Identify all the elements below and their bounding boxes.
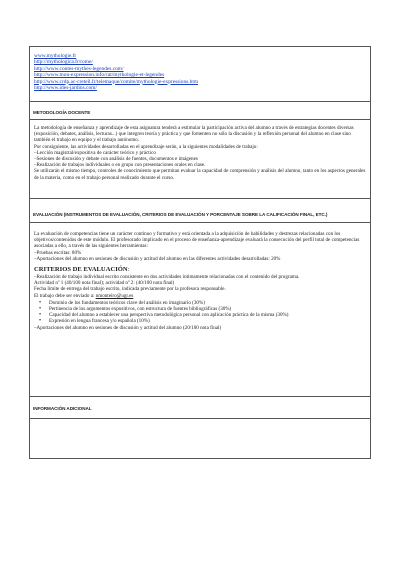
evaluacion-body (29, 223, 371, 397)
criterio-4-text: El trabajo debe ser enviado a: (34, 292, 95, 299)
evaluacion-item: –Aportaciones del alumno en sesiones de discusión y actitud del alumno en las diferentes actividades desarrolladas: 20% (34, 255, 281, 262)
criterios-bullet-list (34, 300, 366, 325)
criterios-title: CRITERIOS DE EVALUACIÓN (34, 266, 128, 274)
criterio-2: Actividad nº 1 (40/100 nota final); actividad nº 2: (40/100 nota final) (34, 280, 175, 287)
link-mythologie[interactable]: www.mythologie.fr (34, 53, 77, 59)
metodologia-paragraph-1: La metodología de enseñanza y aprendizaje de esta asignatura tenderá a estimular la participación activa del alumno a través de estrategias docentes diversas (exposición, debates, análisis, lecturas...) que integren teoría y práctica y que fomenten no sólo la discusión y la reflexión personal del alumno en clase sino también el trabajo en equipo y el trabajo autónomo. (34, 125, 354, 144)
adicional-heading-row (29, 397, 371, 419)
link-contes-mythes[interactable]: http://www.contes-mythes-legendes.com/ (34, 65, 124, 72)
metodologia-item: –Sesiones de discusión y debate con análisis de fuentes, documentos e imágenes (34, 156, 198, 163)
criterios-colon: : (127, 266, 130, 274)
links-section (29, 46, 371, 102)
link-ides-jardins[interactable]: http://www.ides-jardins.com/ (34, 85, 97, 92)
evaluacion-last-item: –Aportaciones del alumno en sesiones de discusión y actitud del alumno (20/100 nota final) (34, 324, 222, 331)
metodologia-heading: METODOLOGÍA DOCENTE (33, 110, 91, 115)
link-mythologica[interactable]: http://mythologica.fr/rome/ (34, 59, 93, 66)
criterio-bullet: • Capacidad del alumno a establecer una perspectiva metodológica personal con aplicación práctica de la misma (30%) (49, 312, 366, 318)
link-crdp-creteil[interactable]: http://www.crdp.ac-creteil.fr/telemaque/comite/mythologie-expressions.htm (34, 78, 199, 85)
metodologia-item: –Realización de trabajos individuales o en grupo con presentaciones orales en clase. (34, 162, 206, 169)
criterio-bullet: • Expresión en lengua francesa y/o española (10%) (49, 318, 366, 324)
criterios-title-row (34, 266, 366, 274)
metodologia-item: –Lección magistral/expositiva de carácter teórico y práctico (34, 149, 156, 156)
evaluacion-heading: EVALUACIÓN (INSTRUMENTOS DE EVALUACIÓN, CRITERIOS DE EVALUACIÓN Y PORCENTAJE SOBRE LA CALIFICACIÓN FINAL, ETC.) (33, 212, 328, 217)
metodologia-heading-row (29, 102, 371, 120)
evaluacion-item: –Pruebas escritas: 80% (34, 249, 82, 256)
criterio-bullet: • Pertinencia de los argumentos expositivos, con estructura de fuentes bibliográficas (30%) (49, 306, 366, 312)
metodologia-paragraph-3: Se utilizarán el mismo tiempo, controles de conocimiento que permitan evaluar la capacidad de comprensión y análisis del alumno, tanto en los aspectos generales de la materia, como en el trabajo personal realizado durante el curso. (34, 168, 366, 181)
criterio-bullet: • Dominio de los fundamentos teóricos clave del análisis en imaginario (30%) (49, 300, 366, 306)
email-link[interactable]: nmonteiro@ugr.es (95, 292, 134, 299)
link-mon-expression[interactable]: http://www.mon-expression.info/cat/mythologie-et-legendes (34, 72, 165, 79)
adicional-heading: INFORMACIÓN ADICIONAL (33, 406, 92, 411)
evaluacion-paragraph-1: La evaluación de competencias tiene un carácter continuo y formativo y está orientada a la adquisición de habilidades y destrezas relacionadas con los objetivos/contenidos de este módulo. El profesorado implicado en el proceso de enseñanza-aprendizaje evaluará la consecución del perfil total de competencias asociadas a ello, a través de las siguientes herramientas: (34, 231, 360, 250)
criterio-4 (34, 293, 366, 299)
guia-docente-page (29, 46, 371, 459)
evaluacion-heading-row (29, 199, 371, 223)
criterio-1: –Realización de trabajo individual escrito consistente en dos actividades íntimamente relacionadas con el contenido del programa. (34, 274, 300, 281)
metodologia-body (29, 120, 371, 199)
metodologia-paragraph-2: Por consiguiente, las actividades desarrolladas en el aprendizaje serán, a la siguientes modalidades de trabajo: (34, 143, 258, 150)
criterio-3: Fecha límite de entrega del trabajo escrito, indicada previamente por la profesora responsable. (34, 286, 226, 293)
adicional-body (29, 419, 371, 459)
